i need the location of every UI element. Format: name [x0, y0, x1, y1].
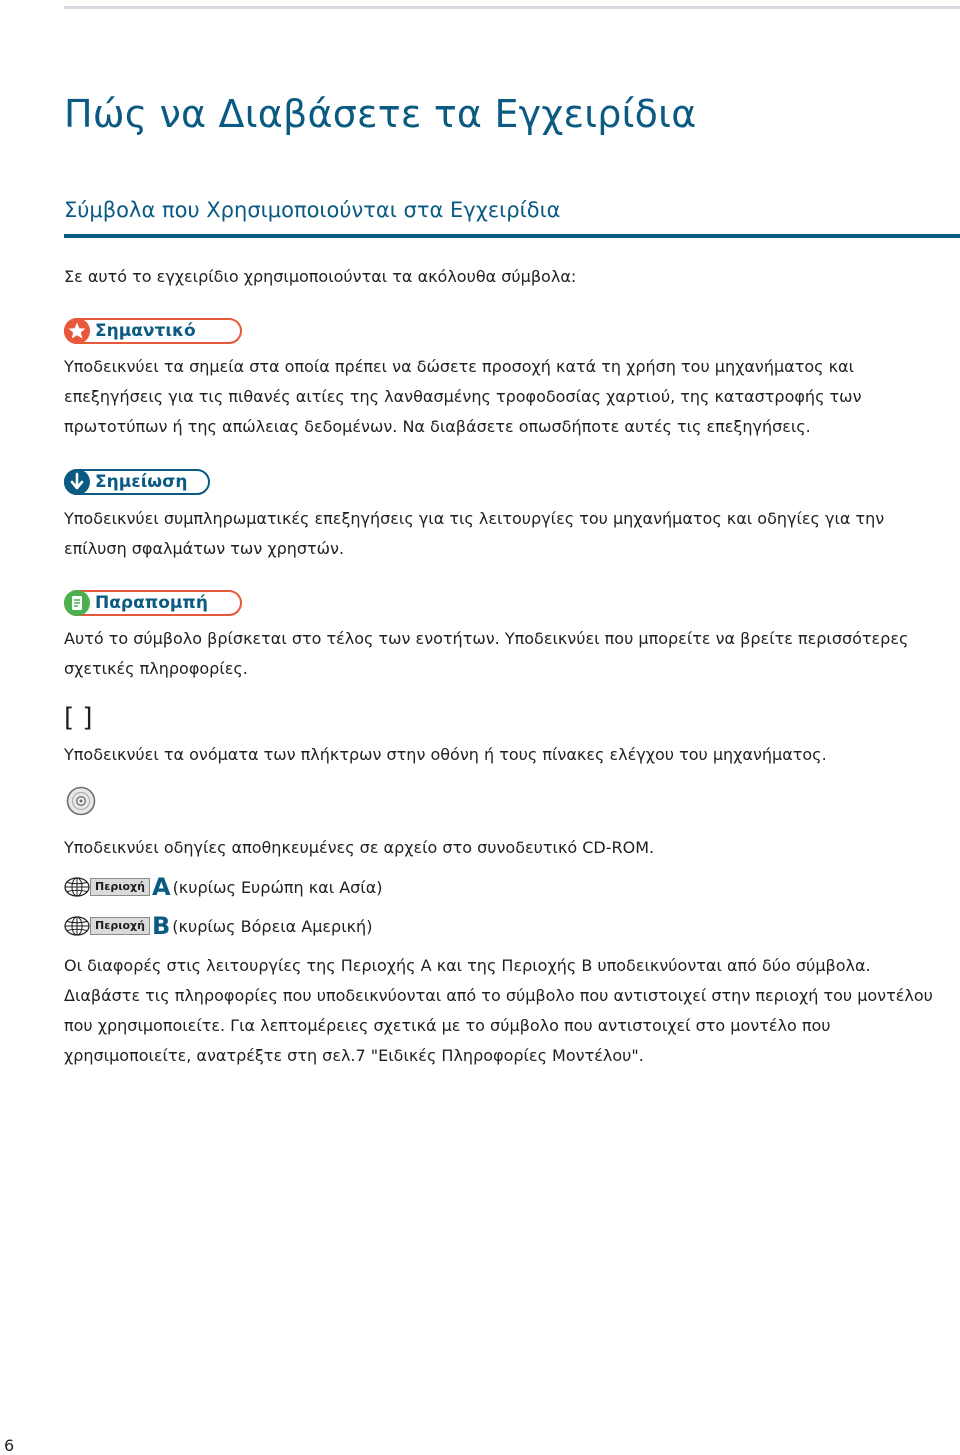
star-icon — [64, 318, 90, 344]
note-label: Σημείωση — [95, 472, 188, 492]
region-tag: Περιοχή — [90, 878, 150, 896]
region-description: Οι διαφορές στις λειτουργίες της Περιοχής A και της Περιοχής B υποδεικνύονται από δύο σύμβολα. Διαβάστε τις πληροφορίες που υποδεικνύονται από το σύμβολο που αντιστοιχεί στην περιοχή του μοντέλου που χρησιμοποιείτε. Για λεπτομέρειες σχετικά με το σύμβολο που αντιστοιχεί στο μοντέλο που χρησιμοποιείτε, ανατρέξτε στη σελ.7 "Ειδικές Πληροφορίες Μοντέλου". — [64, 956, 933, 1065]
down-arrow-icon — [64, 469, 90, 495]
section-rule — [64, 234, 960, 238]
globe-icon — [64, 916, 90, 936]
note-description: Υποδεικνύει συμπληρωματικές επεξηγήσεις για τις λειτουργίες του μηχανήματος και οδηγίες για την επίλυση σφαλμάτων των χρηστών. — [64, 509, 885, 558]
region-a-letter: A — [151, 873, 171, 901]
intro-text: Σε αυτό το εγχειρίδιο χρησιμοποιούνται τα ακόλουθα σύμβολα: — [64, 267, 577, 286]
important-badge — [64, 318, 242, 344]
region-b-row — [64, 911, 372, 941]
region-a-text: (κυρίως Ευρώπη και Ασία) — [172, 877, 383, 897]
cd-icon — [66, 786, 96, 816]
reference-label: Παραπομπή — [95, 593, 208, 613]
brackets-description: Υποδεικνύει τα ονόματα των πλήκτρων στην οθόνη ή τους πίνακες ελέγχου του μηχανήματος. — [64, 745, 827, 764]
region-tag: Περιοχή — [90, 917, 150, 935]
document-icon — [64, 590, 90, 616]
region-b-text: (κυρίως Βόρεια Αμερική) — [172, 916, 373, 936]
brackets-symbol: [ ] — [64, 703, 93, 733]
page-title: Πώς να Διαβάσετε τα Εγχειρίδια — [64, 92, 697, 136]
region-b-letter: B — [151, 912, 171, 940]
reference-badge — [64, 590, 242, 616]
important-description: Υποδεικνύει τα σημεία στα οποία πρέπει να δώσετε προσοχή κατά τη χρήση του μηχανήματος και επεξηγήσεις για τις πιθανές αιτίες της λανθασμένης τροφοδοσίας χαρτιού, της καταστροφής των πρωτοτύπων ή της απώλειας δεδομένων. Να διαβάσετε οπωσδήποτε αυτές τις επεξηγήσεις. — [64, 357, 862, 436]
globe-icon — [64, 877, 90, 897]
section-heading: Σύμβολα που Χρησιμοποιούνται στα Εγχειρίδια — [64, 198, 561, 222]
reference-description: Αυτό το σύμβολο βρίσκεται στο τέλος των ενοτήτων. Υποδεικνύει που μπορείτε να βρείτε περισσότερες σχετικές πληροφορίες. — [64, 629, 909, 678]
note-badge — [64, 469, 210, 495]
region-a-row — [64, 872, 382, 902]
page-number: 6 — [4, 1436, 15, 1455]
header-rule — [64, 6, 960, 9]
cdrom-description: Υποδεικνύει οδηγίες αποθηκευμένες σε αρχείο στο συνοδευτικό CD-ROM. — [64, 838, 655, 857]
important-label: Σημαντικό — [95, 321, 196, 341]
